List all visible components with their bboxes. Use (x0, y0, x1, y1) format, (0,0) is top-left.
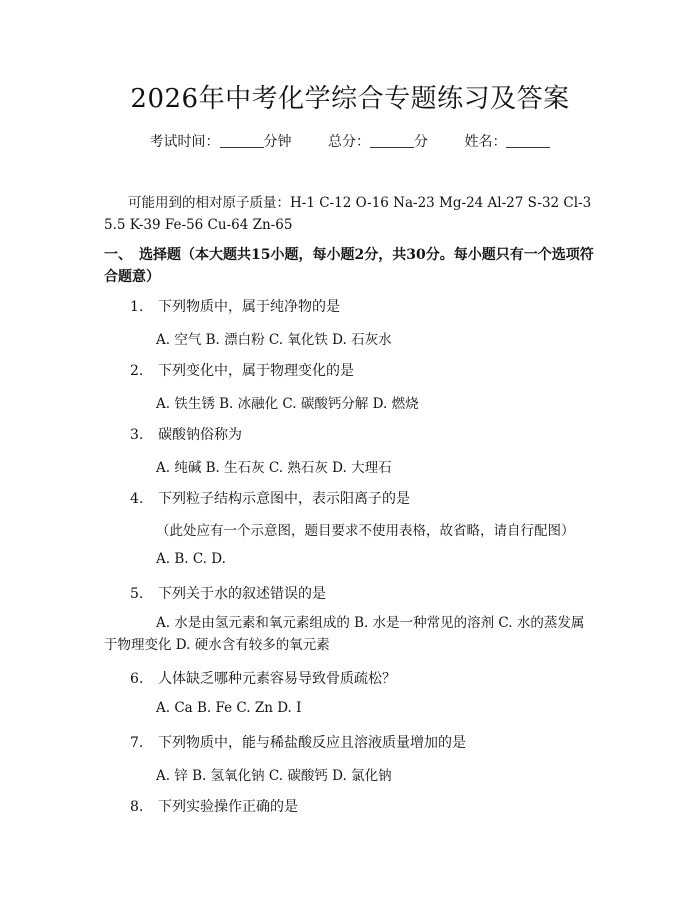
exam-meta (0, 131, 700, 151)
score-unit: 分 (414, 134, 428, 150)
question-7 (130, 732, 466, 752)
name-blank (506, 133, 550, 148)
question-6 (130, 668, 396, 688)
question-4-options: A. B. C. D. (156, 551, 226, 567)
question-3 (130, 424, 242, 444)
question-stem: 下列变化中，属于物理变化的是 (158, 363, 354, 379)
question-number: 8. (130, 799, 144, 815)
question-8 (130, 796, 298, 816)
question-4 (130, 488, 410, 508)
question-number: 6. (130, 671, 144, 687)
score-blank (370, 133, 414, 148)
page-title: 2026年中考化学综合专题练习及答案 (130, 84, 570, 114)
question-1 (130, 296, 340, 316)
question-number: 2. (130, 363, 144, 379)
section-heading: 一、 选择题（本大题共15小题，每小题2分，共30分。每小题只有一个选项符合题意） (104, 247, 594, 285)
question-stem: 下列粒子结构示意图中，表示阳离子的是 (158, 491, 410, 507)
atomic-masses: 可能用到的相对原子质量：H-1 C-12 O-16 Na-23 Mg-24 Al-27 S-32 Cl-35.5 K-39 Fe-56 Cu-64 Zn-65 (104, 195, 592, 233)
question-3-options: A. 纯碱 B. 生石灰 C. 熟石灰 D. 大理石 (156, 460, 392, 476)
question-number: 7. (130, 735, 144, 751)
question-number: 5. (130, 586, 144, 602)
question-5-options: A. 水是由氢元素和氧元素组成的 B. 水是一种常见的溶剂 C. 水的蒸发属于物理变化 D. 硬水含有较多的氧元素 (104, 615, 585, 653)
question-1-options: A. 空气 B. 漂白粉 C. 氧化铁 D. 石灰水 (156, 332, 392, 348)
exam-time (150, 134, 292, 150)
score-label: 总分： (328, 134, 370, 150)
question-number: 4. (130, 491, 144, 507)
question-4-note: （此处应有一个示意图，题目要求不使用表格，故省略，请自行配图） (156, 523, 575, 539)
question-7-options: A. 锌 B. 氢氧化钠 C. 碳酸钙 D. 氯化钠 (156, 768, 392, 784)
question-2 (130, 360, 354, 380)
exam-score (328, 134, 428, 150)
question-stem: 碳酸钠俗称为 (158, 427, 242, 443)
exam-name (464, 134, 550, 150)
question-stem: 下列关于水的叙述错误的是 (158, 586, 326, 602)
question-6-options: A. Ca B. Fe C. Zn D. I (156, 700, 302, 716)
question-stem: 下列物质中，属于纯净物的是 (158, 299, 340, 315)
question-stem: 人体缺乏哪种元素容易导致骨质疏松？ (158, 671, 396, 687)
question-stem: 下列物质中，能与稀盐酸反应且溶液质量增加的是 (158, 735, 466, 751)
question-5 (130, 583, 326, 603)
question-2-options: A. 铁生锈 B. 冰融化 C. 碳酸钙分解 D. 燃烧 (156, 396, 419, 412)
name-label: 姓名： (464, 134, 507, 150)
question-number: 3. (130, 427, 144, 443)
question-stem: 下列实验操作正确的是 (158, 799, 298, 815)
time-label: 考试时间： (149, 134, 220, 150)
question-number: 1. (130, 299, 144, 315)
time-blank (220, 133, 264, 148)
time-unit: 分钟 (263, 134, 292, 150)
